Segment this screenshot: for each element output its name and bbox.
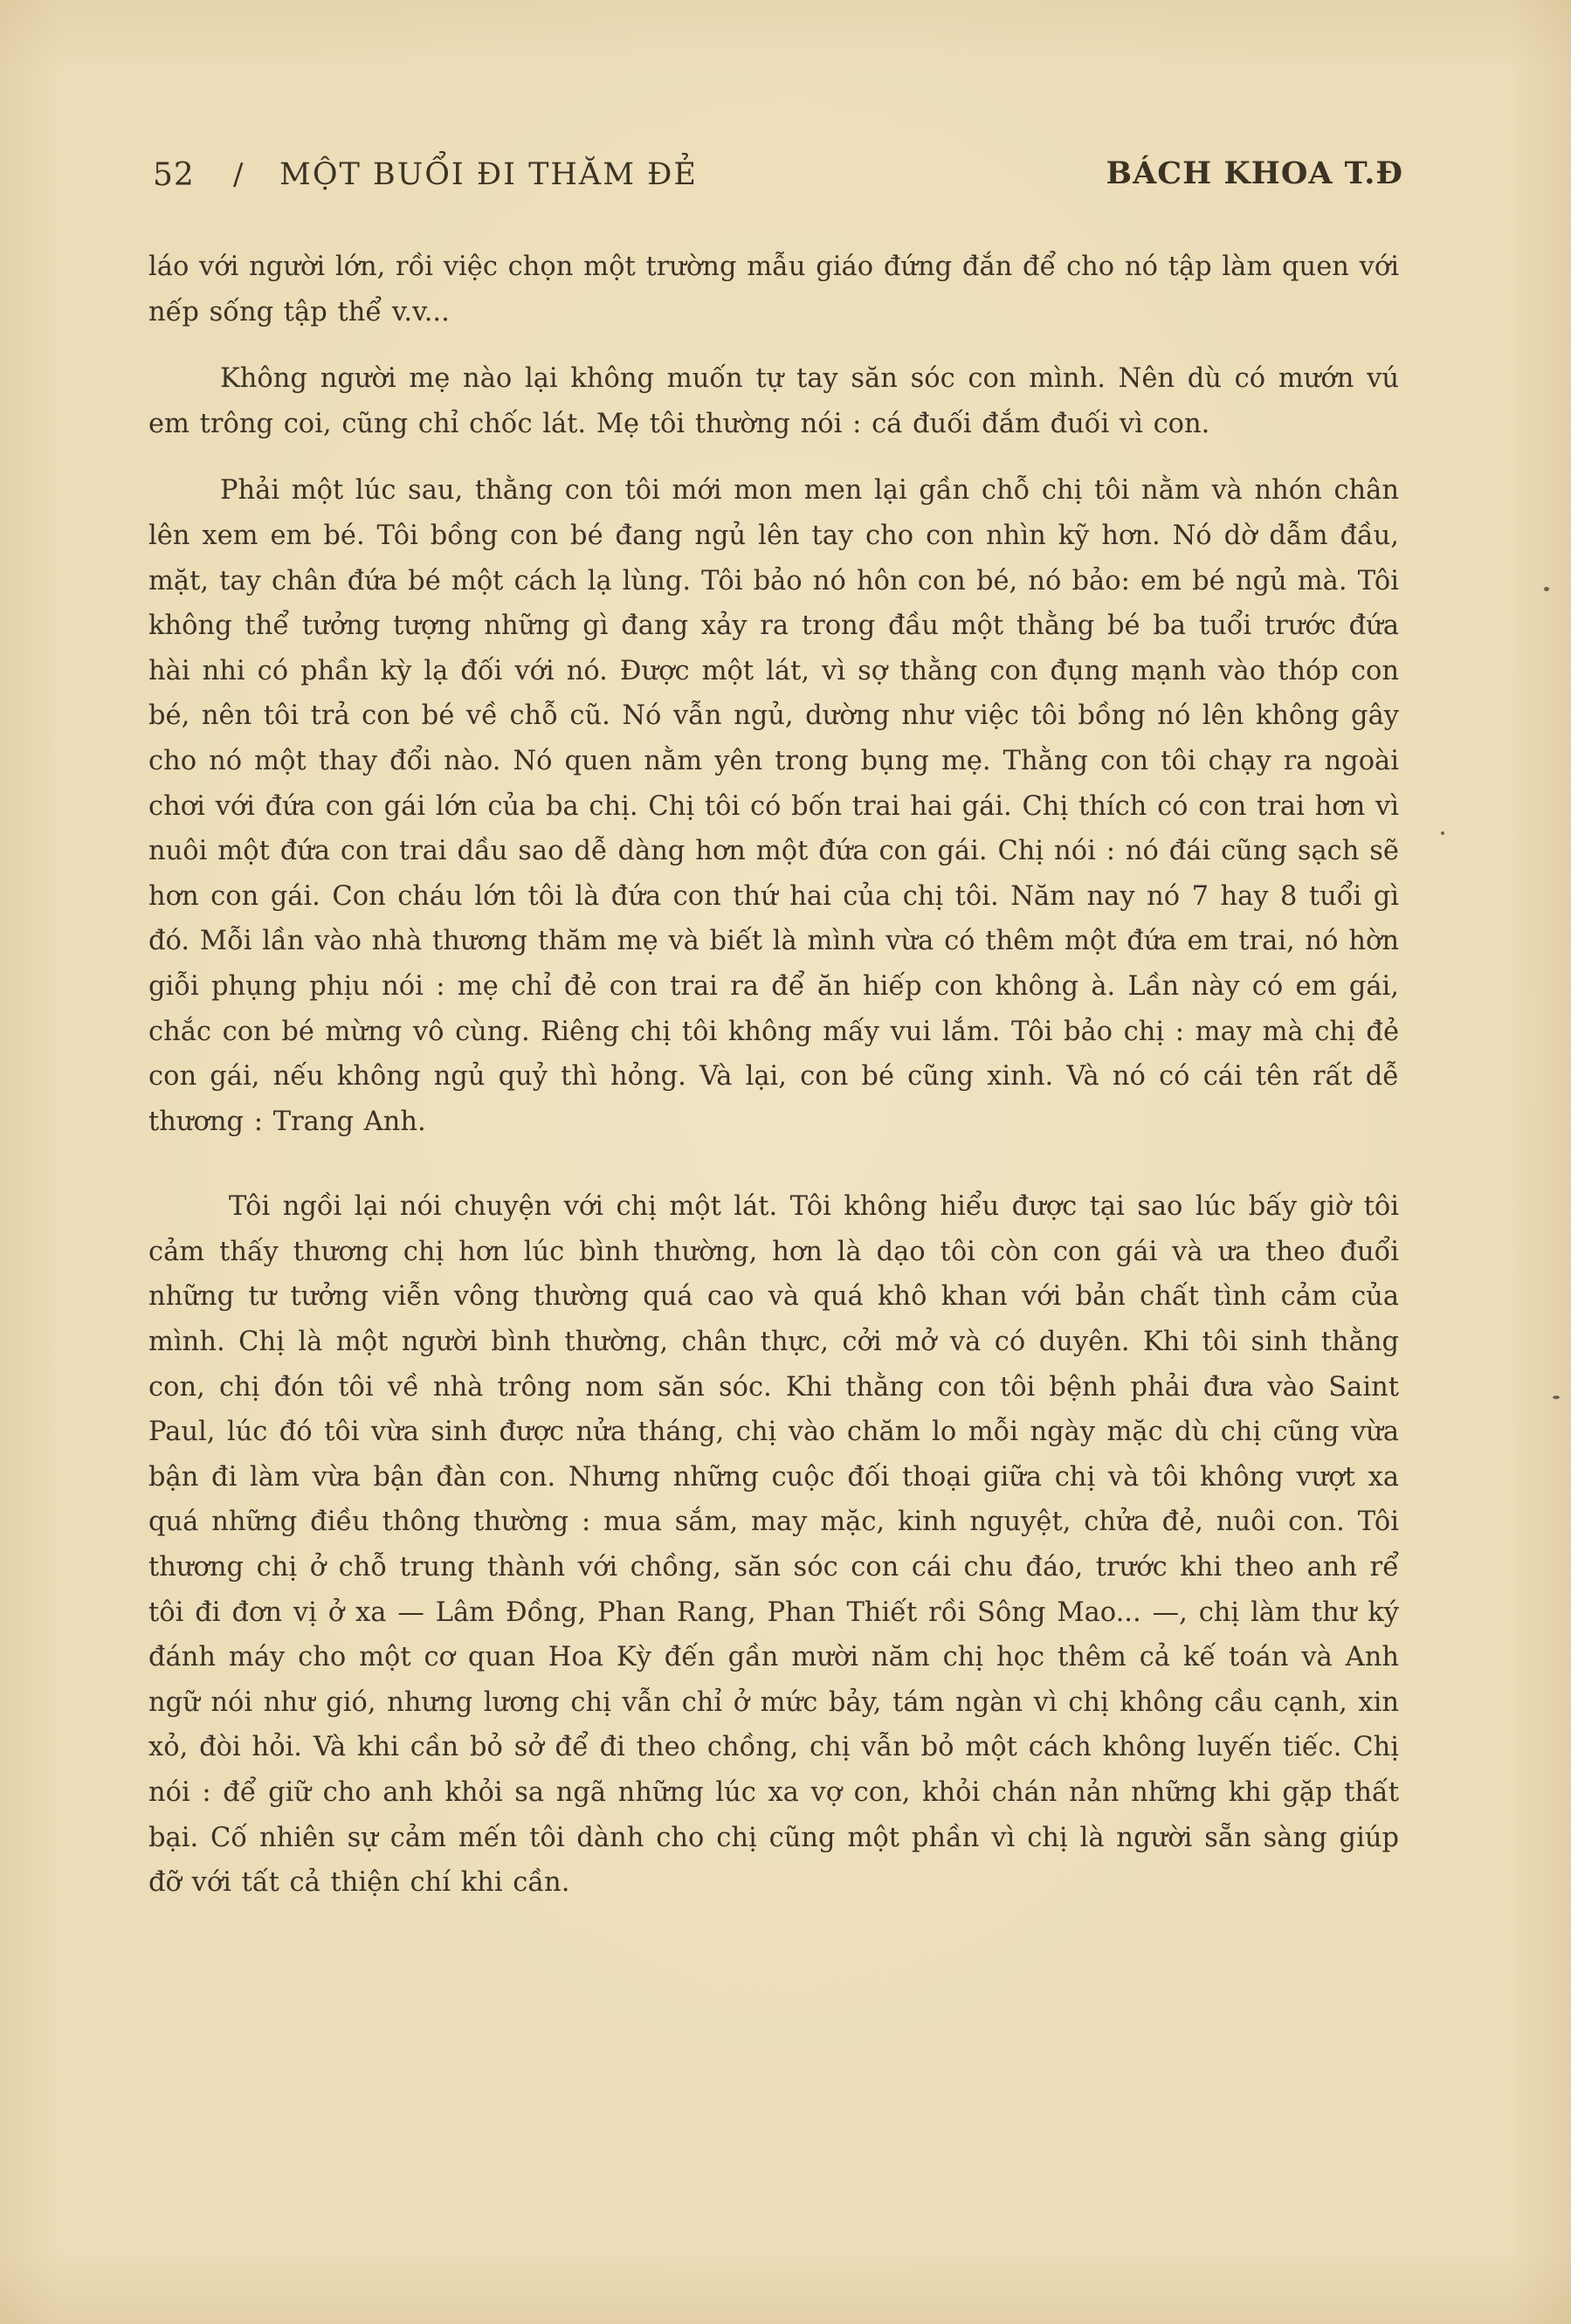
journal-name: BÁCH KHOA T.Đ [1106, 155, 1403, 191]
paragraph: láo với người lớn, rồi việc chọn một trường mẫu giáo đứng đắn để cho nó tập làm quen với nếp sống tập thể v.v... [148, 252, 1399, 328]
article-body [148, 245, 1399, 1906]
paragraph: Không người mẹ nào lại không muốn tự tay săn sóc con mình. Nên dù có mướn vú em trông coi, cũng chỉ chốc lát. Mẹ tôi thường nói : cá đuối đắm đuối vì con. [148, 363, 1399, 439]
paragraph: Tôi ngồi lại nói chuyện với chị một lát. Tôi không hiểu được tại sao lúc bấy giờ tôi cảm thấy thương chị hơn lúc bình thường, hơn là dạo tôi còn con gái và ưa theo đuổi những tư tưởng viễn vông thường quá cao và quá khô khan với bản chất tình cảm của mình. Chị là một người bình thường, chân thực, cởi mở và có duyên. Khi tôi sinh thằng con, chị đón tôi về nhà trông nom săn sóc. Khi thằng con tôi bệnh phải đưa vào Saint Paul, lúc đó tôi vừa sinh được nửa tháng, chị vào chăm lo mỗi ngày mặc dù chị cũng vừa bận đi làm vừa bận đàn con. Nhưng những cuộc đối thoại giữa chị và tôi không vượt xa quá những điều thông thường : mua sắm, may mặc, kinh nguyệt, chửa đẻ, nuôi con. Tôi thương chị ở chỗ trung thành với chồng, săn sóc con cái chu đáo, trước khi theo anh rể tôi đi đơn vị ở xa — Lâm Đồng, Phan Rang, Phan Thiết rồi Sông Mao... —, chị làm thư ký đánh máy cho một cơ quan Hoa Kỳ đến gần mười năm chị học thêm cả kế toán và Anh ngữ nói như gió, nhưng lương chị vẫn chỉ ở mức bảy, tám ngàn vì chị không cầu cạnh, xin xỏ, đòi hỏi. Và khi cần bỏ sở để đi theo chồng, chị vẫn bỏ một cách không luyến tiếc. Chị nói : để giữ cho anh khỏi sa ngã những lúc xa vợ con, khỏi chán nản những khi gặp thất bại. Cố nhiên sự cảm mến tôi dành cho chị cũng một phần vì chị là người sẵn sàng giúp đỡ với tất cả thiện chí khi cần. [148, 1191, 1399, 1899]
scan-speck [1544, 587, 1549, 591]
scan-speck [1553, 1396, 1560, 1399]
paragraph: Phải một lúc sau, thằng con tôi mới mon men lại gần chỗ chị tôi nằm và nhón chân lên xem em bé. Tôi bồng con bé đang ngủ lên tay cho con nhìn kỹ hơn. Nó dờ dẫm đầu, mặt, tay chân đứa bé một cách lạ lùng. Tôi bảo nó hôn con bé, nó bảo: em bé ngủ mà. Tôi không thể tưởng tượng những gì đang xảy ra trong đầu một thằng bé ba tuổi trước đứa hài nhi có phần kỳ lạ đối với nó. Được một lát, vì sợ thằng con đụng mạnh vào thóp con bé, nên tôi trả con bé về chỗ cũ. Nó vẫn ngủ, dường như việc tôi bồng nó lên không gây cho nó một thay đổi nào. Nó quen nằm yên trong bụng mẹ. Thằng con tôi chạy ra ngoài chơi với đứa con gái lớn của ba chị. Chị tôi có bốn trai hai gái. Chị thích có con trai hơn vì nuôi một đứa con trai dầu sao dễ dàng hơn một đứa con gái. Chị nói : nó đái cũng sạch sẽ hơn con gái. Con cháu lớn tôi là đứa con thứ hai của chị tôi. Năm nay nó 7 hay 8 tuổi gì đó. Mỗi lần vào nhà thương thăm mẹ và biết là mình vừa có thêm một đứa em trai, nó hờn giỗi phụng phịu nói : mẹ chỉ đẻ con trai ra để ăn hiếp con không à. Lần này có em gái, chắc con bé mừng vô cùng. Riêng chị tôi không mấy vui lắm. Tôi bảo chị : may mà chị đẻ con gái, nếu không ngủ quỷ thì hỏng. Và lại, con bé cũng xinh. Và nó có cái tên rất dễ thương : Trang Anh. [148, 475, 1399, 1137]
header-separator: / [233, 157, 244, 192]
scan-speck [1441, 831, 1444, 835]
page-header [153, 150, 1403, 203]
running-title: MỘT BUỔI ĐI THĂM ĐẺ [279, 157, 698, 192]
page-number: 52 [153, 157, 195, 193]
